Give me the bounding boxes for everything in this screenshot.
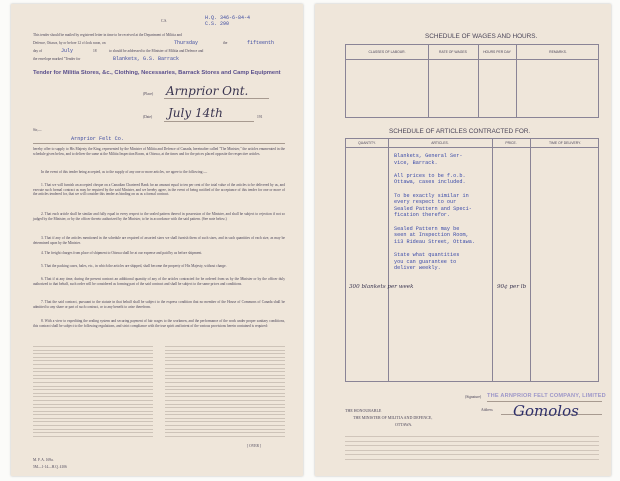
articles-spec-line: Sealed Pattern may be: [394, 225, 460, 232]
articles-spec-line: Sealed Pattern and Speci-: [394, 205, 472, 212]
articles-spec-line: every respect to our: [394, 199, 457, 206]
wages-header-classes: CLASSES OF LABOUR.: [368, 50, 406, 54]
firm-underline: [33, 143, 285, 144]
file-number-1: H.Q. 346-6-84-4: [205, 15, 251, 21]
articles-schedule-title: SCHEDULE OF ARTICLES CONTRACTED FOR.: [389, 128, 531, 135]
body-paragraph-acceptance: In the event of this tender being accepted, as to the supply of any one or more articles, we agree to the following:—: [41, 170, 208, 174]
articles-spec-line: deliver weekly.: [394, 265, 441, 272]
clause-3: 3. That if any of the articles mentioned in the schedule are required of assorted sizes we shall furnish them of such sizes, and in such quantities of each size, as may be determined upon by the Minister.: [33, 236, 285, 245]
place-value: Arnprior Ont.: [166, 84, 249, 98]
articles-spec-line: [394, 166, 475, 173]
deadline-weekday: Thursday: [174, 40, 199, 46]
wages-col-rule-3: [516, 45, 517, 117]
salutation: Sir,—: [33, 128, 42, 132]
fine-print-column-left: [33, 346, 153, 439]
articles-header-quantity: QUANTITY.: [358, 141, 376, 145]
wages-col-rule-2: [478, 45, 479, 117]
ref-code: C.S.: [161, 19, 168, 23]
articles-specification: [394, 153, 475, 272]
form-number: M. F. A. 169a.: [33, 458, 54, 462]
articles-col-rule-2: [492, 139, 493, 381]
articles-spec-line: Blankets, General Ser-: [394, 153, 463, 159]
articles-spec-line: 113 Rideau Street, Ottawa.: [394, 238, 475, 245]
quantity-written: 300 blankets per week: [349, 284, 414, 290]
articles-spec-line: All prices to be f.o.b.: [394, 172, 466, 179]
addressee-line-3: OTTAWA.: [395, 422, 413, 427]
articles-header-delivery: TIME OF DELIVERY.: [549, 141, 581, 145]
articles-spec-line: fication therefor.: [394, 212, 451, 219]
wages-col-rule-1: [428, 45, 429, 117]
company-stamp: THE ARNPRIOR FELT COMPANY, LIMITED: [487, 393, 606, 399]
tender-subject: Blankets, G.S. Barrack: [113, 56, 180, 62]
tender-title: Tender for Militia Stores, &c., Clothing, Necessaries, Barrack Stores and Camp Equipment: [33, 70, 281, 76]
articles-spec-line: [394, 219, 475, 226]
footer-note-lines: [345, 436, 599, 464]
intro-line-4: the envelope marked "Tender for: [33, 57, 81, 61]
articles-spec-line: [394, 186, 475, 193]
intro-line-2: Defence, Ottawa, by or before 12 o'clock noon, on: [33, 41, 106, 45]
articles-col-rule-1: [388, 139, 389, 381]
see-over-note: [ OVER ]: [247, 444, 261, 448]
file-number-2: C.S. 290: [205, 21, 230, 27]
clause-2: 2. That each article shall be similar and fully equal in every respect to the sealed pattern thereof in possession of the Minister, and shall be subject to rejection if not so judged by the Minister, or by the officer thereto authorized by the Minister, to be in accordance with the said pattern. (See note below.): [33, 212, 285, 221]
wages-schedule-title: SCHEDULE OF WAGES AND HOURS.: [425, 33, 538, 40]
body-paragraph-intro: hereby offer to supply to His Majesty the King, represented by the Minister of Militia and Defence of Canada, hereinafter called "The Minister," the articles enumerated in the schedule given below, and to deliver the same at the Militia Inspection Room, at Ottawa, at the times and for the prices placed opposite the respective articles.: [33, 147, 285, 156]
date-year: 191: [257, 115, 263, 119]
date-value: July 14th: [168, 106, 223, 120]
articles-spec-line: [394, 245, 475, 252]
articles-spec-line: To be exactly similar in: [394, 192, 469, 199]
wages-header-remarks: REMARKS.: [549, 50, 567, 54]
articles-spec-line: Ottawa, cases included.: [394, 179, 466, 186]
deadline-day: fifteenth: [247, 40, 275, 46]
articles-table: [345, 138, 599, 382]
articles-header-rule: [346, 147, 598, 148]
clause-1: 1. That we will furnish an accepted cheque on a Canadian Chartered Bank for an amount equal to ten per cent of the total value of the articles to be delivered by us, and execute such formal contract as may be required by the said Minister, and we hereby agree, in the event of being notified of the acceptance of this tender for one or more of the articles tendered for, that we will consider this tender as binding on us as a formal contract.: [33, 183, 285, 197]
fine-print-column-right: [165, 346, 285, 439]
firm-name: Arnprior Felt Co.: [71, 136, 124, 142]
signature-label: (Signature): [465, 395, 482, 399]
form-print-code: 5M—1-14—H.Q. 4106: [33, 465, 67, 469]
clause-6: 6. That if at any time, during the present contract an additional quantity of any of the articles contracted for be ordered from us by the Minister or by the officer duly authorized to that behalf, such order will be considered as forming part of the said contract and shall be subject to the same prices and conditions.: [33, 277, 285, 286]
articles-spec-line: vice, Barrack.: [394, 159, 438, 166]
articles-spec-line: State what quantities: [394, 251, 460, 258]
signature-scrawl: Gomolos: [513, 402, 579, 420]
place-underline: [164, 98, 269, 99]
wages-header-hours: HOURS PER DAY: [483, 50, 511, 54]
deadline-month: July: [61, 48, 74, 54]
intro-line-1: This tender should be mailed by registered letter in time to be received at the Department of Militia and: [33, 33, 182, 37]
clause-7: 7. That the said contract, pursuant to the statute in that behalf shall be subject to the express condition that no member of the House of Commons of Canada shall be admitted to any share or part of such contract, or to any benefit to arise therefrom.: [33, 300, 285, 309]
place-label: (Place): [143, 92, 154, 96]
addressee-line-2: THE MINISTER OF MILITIA AND DEFENCE,: [353, 415, 433, 420]
articles-header-price: PRICE.: [505, 141, 517, 145]
clause-5: 5. That the packing cases, bales, etc., in which the articles are shipped, shall become the property of His Majesty, without charge.: [41, 264, 227, 268]
wages-header-rate: RATE OF WAGES: [439, 50, 467, 54]
clause-4: 4. The freight charges from place of shipment to Ottawa shall be at our expense and paid by us before shipment.: [41, 251, 203, 255]
wages-header-rule: [346, 59, 598, 60]
addressee-line-1: THE HONOURABLE: [345, 408, 382, 413]
date-underline: [164, 121, 254, 122]
wages-table: [345, 44, 599, 118]
tender-form-back-page: [315, 4, 611, 476]
articles-spec-line: seen at Inspection Room,: [394, 232, 469, 239]
address-label: Address: [481, 408, 493, 412]
articles-header-articles: ARTICLES.: [431, 141, 449, 145]
articles-spec-line: you can guarantee to: [394, 258, 457, 265]
intro-day-of: day of: [33, 49, 43, 53]
price-written: 90¢ per lb: [497, 284, 527, 290]
articles-col-rule-3: [530, 139, 531, 381]
clause-8: 8. With a view to expediting the sealing system and securing payment of fair wages to the workmen, and the performance of the work under proper sanitary conditions, this contract shall be subject to the following regulations, and strict compliance with the true spirit and intent of the various provisions herein contained is required:: [33, 319, 285, 328]
date-label: (Date): [143, 115, 153, 119]
deadline-year: 18: [93, 49, 97, 53]
intro-line-3: to should be addressed to the Minister of Militia and Defence and: [109, 49, 204, 53]
intro-the: the: [223, 41, 228, 45]
tender-form-front-page: [11, 4, 303, 476]
